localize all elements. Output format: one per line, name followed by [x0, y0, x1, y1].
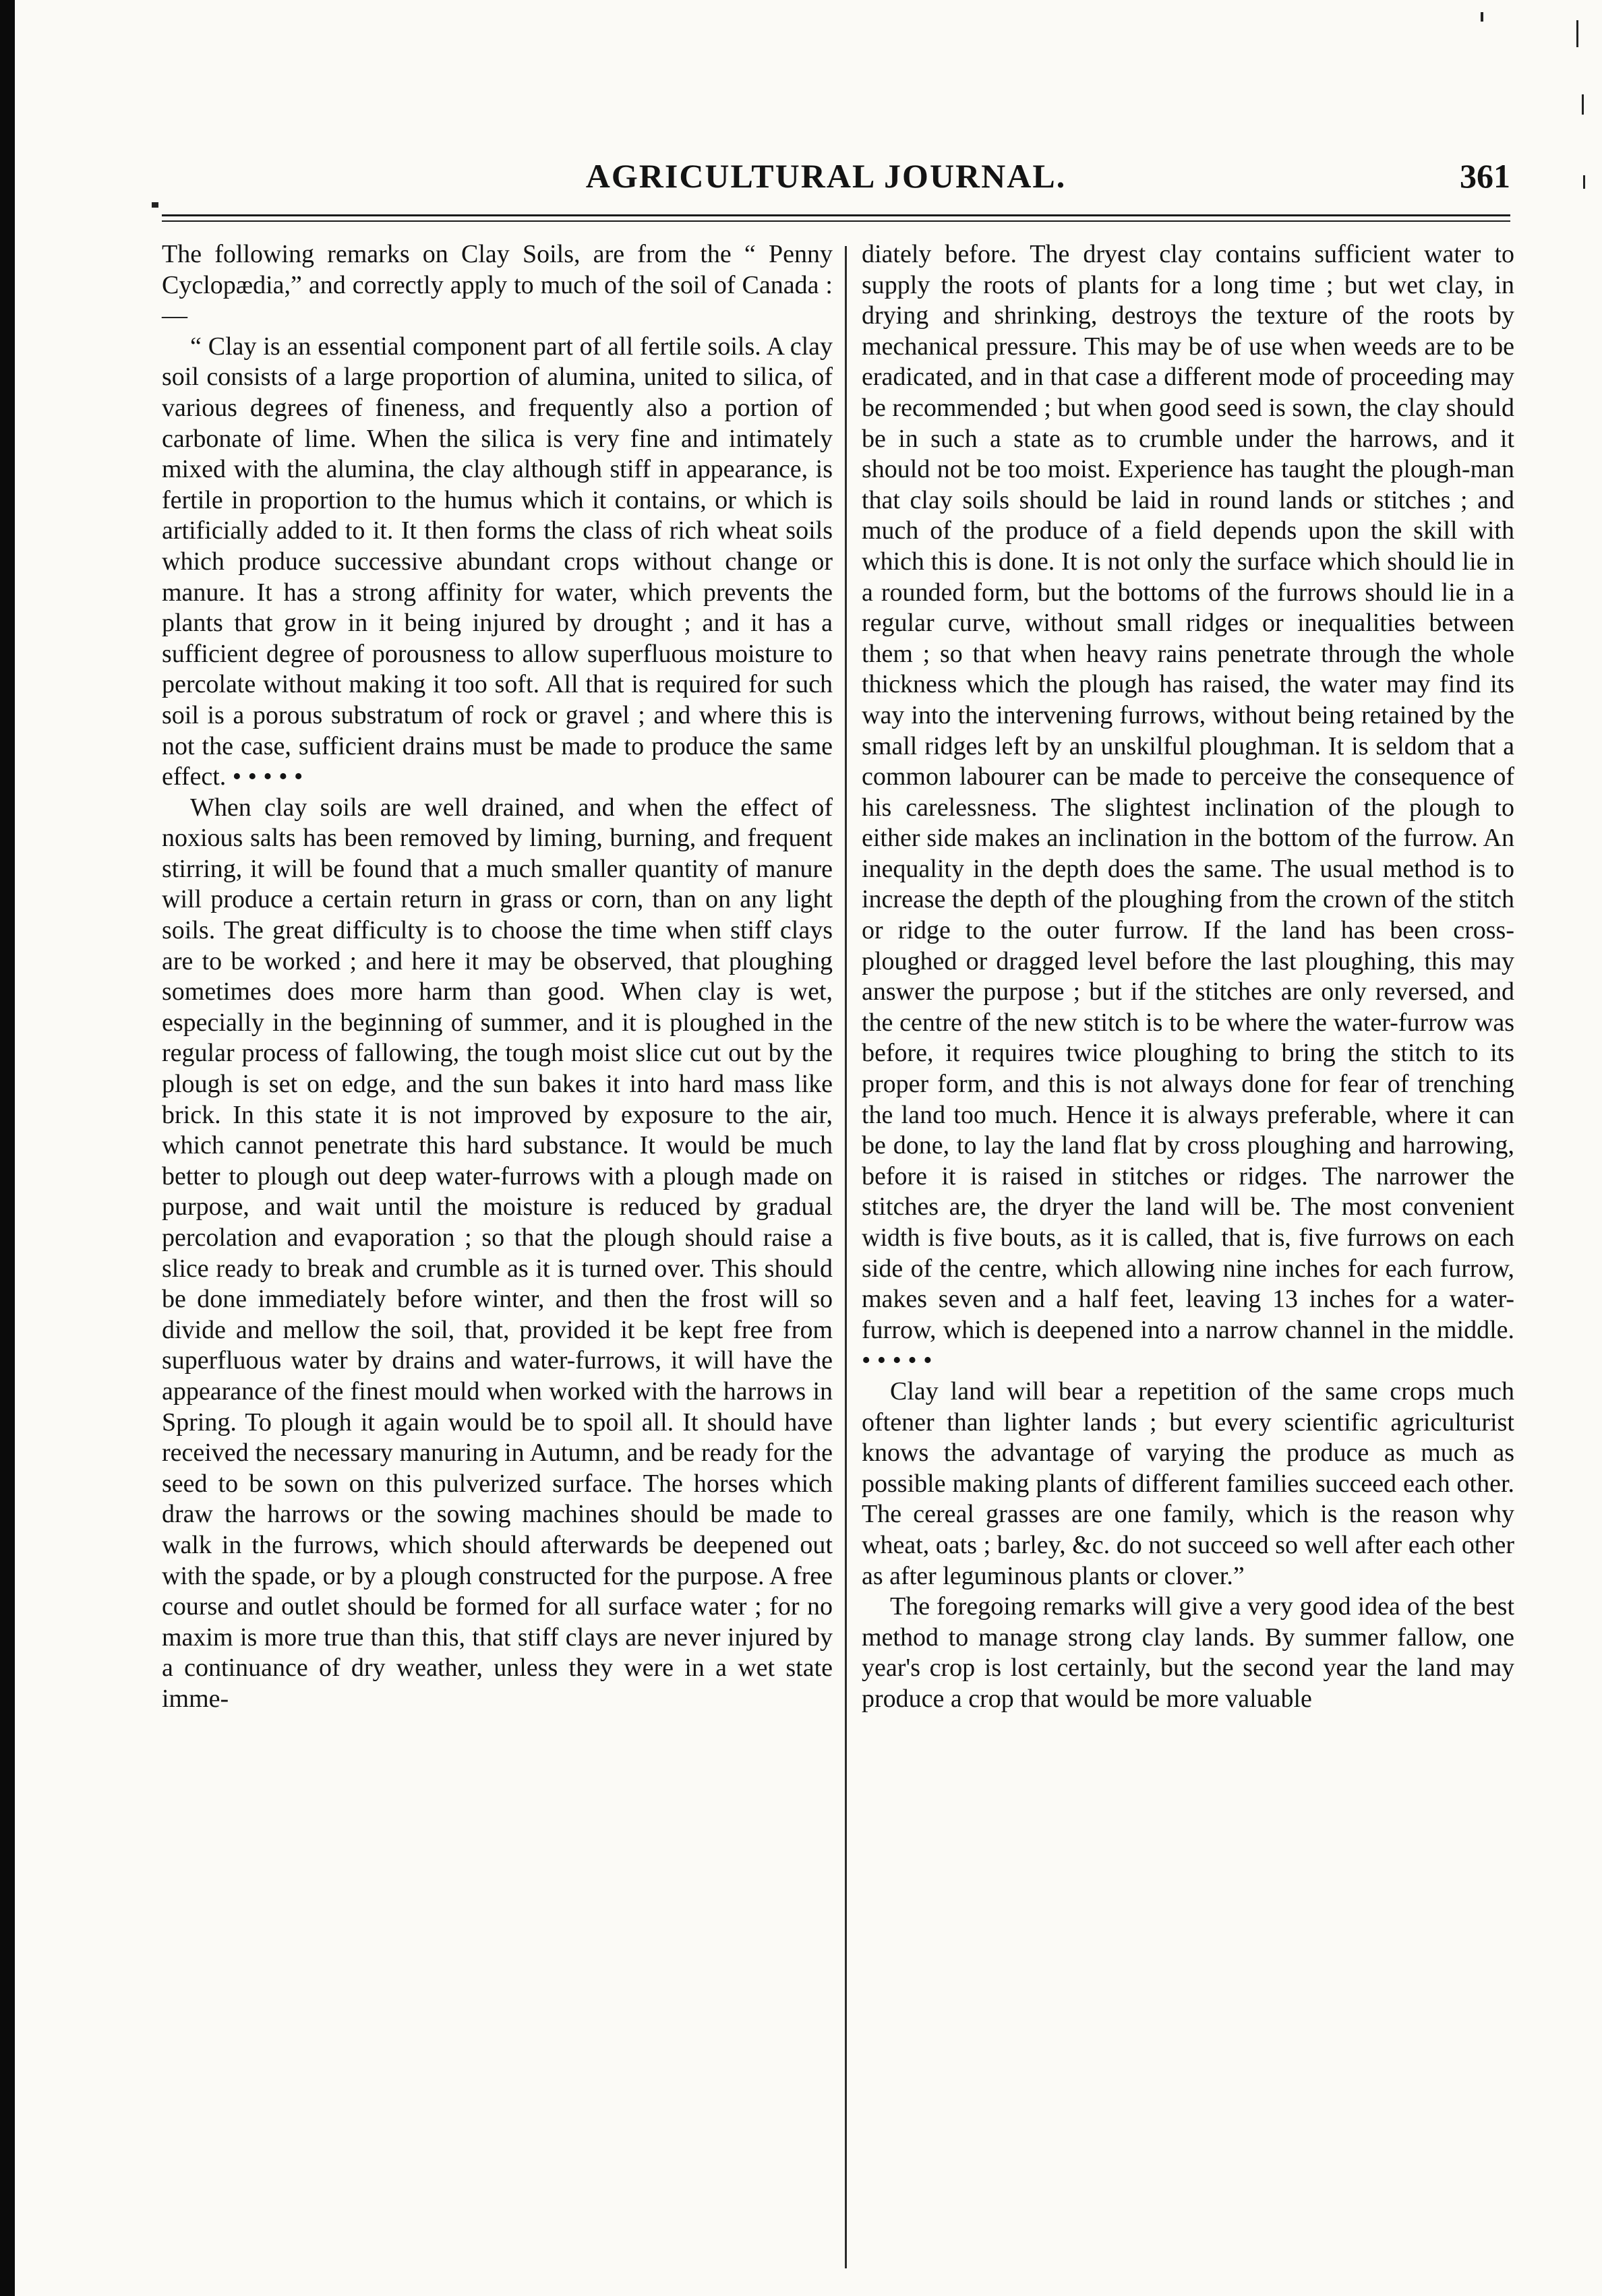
- column-divider: [845, 246, 847, 2268]
- paragraph: When clay soils are well drained, and when the effect of noxious salts has been removed by liming, burning, and frequent stirring, it will be found that a much smaller quantity of manure will produce a certain return in grass or corn, than on any light soils. The great difficulty is to choose the time when stiff clays are to be worked ; and here it may be observed, that ploughing sometimes does more harm than good. When clay is wet, especially in the beginning of summer, and it is ploughed in the regular process of fallowing, the tough moist slice cut out by the plough is set on edge, and the sun bakes it into hard mass like brick. In this state it is not improved by exposure to the air, which cannot penetrate this hard substance. It would be much better to plough out deep water-furrows with a plough made on purpose, and wait until the moisture is reduced by gradual percolation and evaporation ; so that the plough should raise a slice ready to break and crumble as it is turned over. This should be done immediately before winter, and then the frost will so divide and mellow the soil, that, provided it be kept free from superfluous water by drains and water-furrows, it will have the appearance of the finest mould when worked with the harrows in Spring. To plough it again would be to spoil all. It should have received the necessary manuring in Autumn, and be ready for the seed to be sown on this pulverized surface. The horses which draw the harrows or the sowing machines should be made to walk in the furrows, which should afterwards be deepened out with the spade, or by a plough constructed for the purpose. A free course and outlet should be formed for all surface water ; for no maxim is more true than this, that stiff clays are never injured by a continuance of dry weather, unless they were in a wet state imme-: [162, 793, 833, 1713]
- margin-speck: [1576, 20, 1578, 47]
- right-column: [862, 239, 1514, 1715]
- margin-speck: [1481, 12, 1483, 22]
- header-rule: [162, 214, 1510, 222]
- paragraph: The foregoing remarks will give a very good idea of the best method to manage strong clay lands. By summer fallow, one year's crop is lost certainly, but the second year the land may produce a crop that would be more valuable: [862, 1592, 1514, 1713]
- margin-speck: [1582, 94, 1584, 115]
- paragraph: The following remarks on Clay Soils, are from the “ Penny Cyclopædia,” and correctly apply to much of the soil of Canada :—: [162, 240, 833, 330]
- paragraph: diately before. The dryest clay contains sufficient water to supply the roots of plants for a long time ; but wet clay, in drying and shrinking, destroys the texture of the roots by mechanical pressure. This may be of use when weeds are to be eradicated, and in that case a different mode of proceeding may be recommended ; but when good seed is sown, the clay should be in such a state as to crumble under the harrows, and it should not be too moist. Experience has taught the plough-man that clay soils should be laid in round lands or stitches ; and much of the produce of a field depends upon the skill with which this is done. It is not only the surface which should lie in a rounded form, but the bottoms of the furrows should lie in a regular curve, without small ridges or inequalities between them ; so that when heavy rains penetrate through the whole thickness which the plough has raised, the water may find its way into the intervening furrows, without being retained by the small ridges left by an unskilful ploughman. It is seldom that a common labourer can be made to perceive the consequence of his carelessness. The slightest inclination of the plough to either side makes an inclination in the bottom of the furrow. An inequality in the depth does the same. The usual method is to increase the depth of the ploughing from the crown of the stitch or ridge to the outer furrow. If the land has been cross-ploughed or dragged level before the last ploughing, this may answer the purpose ; but if the stitches are only reversed, and the centre of the new stitch is to be where the water-furrow was before, it requires twice ploughing to bring the stitch to its proper form, and this is not always done for fear of trenching the land too much. Hence it is always preferable, where it can be done, to lay the land flat by cross ploughing and harrowing, before it is raised in stitches or ridges. The narrower the stitches are, the dryer the land will be. The most convenient width is five bouts, as it is called, that is, five furrows on each side of the centre, which allowing nine inches for each furrow, makes seven and a half feet, leaving 13 inches for a water-furrow, which is deepened into a narrow channel in the middle. • • • • •: [862, 240, 1514, 1375]
- paragraph: “ Clay is an essential component part of all fertile soils. A clay soil consists of a large proportion of alumina, united to silica, of various degrees of fineness, and frequently also a portion of carbonate of lime. When the silica is very fine and intimately mixed with the alumina, the clay although stiff in appearance, is fertile in proportion to the humus which it contains, or which is artificially added to it. It then forms the class of rich wheat soils which produce successive abundant crops without change or manure. It has a strong affinity for water, which prevents the plants that grow in it being injured by drought ; and it has a sufficient degree of porousness to allow superfluous moisture to percolate without making it too soft. All that is required for such soil is a porous substratum of rock or gravel ; and where this is not the case, sufficient drains must be made to produce the same effect. • • • • •: [162, 332, 833, 791]
- page-header: [135, 150, 1517, 210]
- book-spine-shadow: [0, 0, 15, 2296]
- paragraph: Clay land will bear a repetition of the same crops much oftener than lighter lands ; but every scientific agriculturist knows the advantage of varying the produce as much as possible making plants of different families succeed each other. The cereal grasses are one family, which is the reason why wheat, oats ; barley, &c. do not succeed so well after each other as after leguminous plants or clover.”: [862, 1377, 1514, 1590]
- running-title: AGRICULTURAL JOURNAL.: [585, 157, 1067, 195]
- left-column: [162, 239, 833, 1715]
- page-number: 361: [1460, 157, 1510, 195]
- margin-speck: [1583, 175, 1585, 189]
